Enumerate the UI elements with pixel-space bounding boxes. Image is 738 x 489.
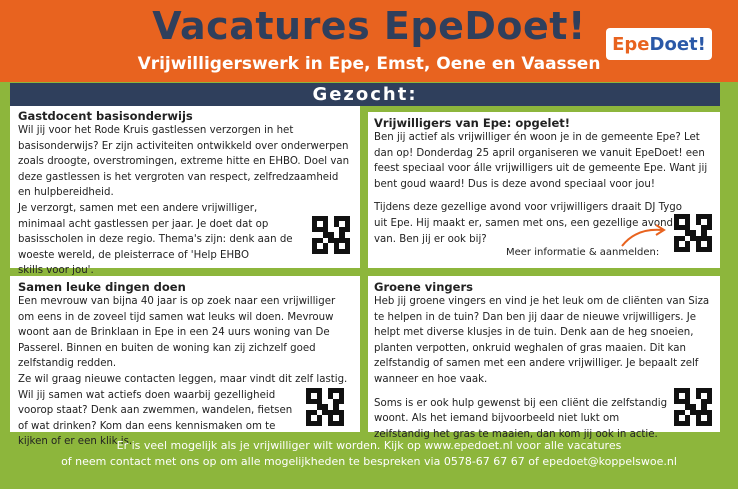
vacancy-card-groene-vingers xyxy=(368,276,720,440)
qr-code-icon[interactable] xyxy=(674,388,712,426)
card-text: Je verzorgt, samen met een andere vrijwilliger, xyxy=(18,202,258,214)
card-text: zelfstandig redden. xyxy=(18,358,117,370)
card-text xyxy=(374,192,714,200)
card-text: Passerel. Binnen en buiten de woning kan zij zichzelf goed xyxy=(18,342,316,354)
card-text: te helpen in de tuin? Dan ben jij daar de nieuwe vrijwilligers. Je xyxy=(374,311,697,323)
card-text: Ben jij actief als vrijwilliger én woon je in de gemeente Epe? Let xyxy=(374,132,700,143)
card-text: Soms is er ook hulp gewenst bij een cliënt die zelfstandig xyxy=(374,397,668,409)
card-text xyxy=(374,388,714,396)
card-text: planten verpotten, onkruid weghalen of gras maaien. Dit kan xyxy=(374,342,686,354)
card-text: Tijdens deze gezellige avond voor vrijwilligers draait DJ Tygo xyxy=(374,202,682,214)
card-text: woont aan de Brinklaan in Epe in een 24 uurs woning van De xyxy=(18,327,330,339)
page-subtitle: Vrijwilligerswerk in Epe, Emst, Oene en Vaassen xyxy=(137,54,601,74)
card-text: Een mevrouw van bijna 40 jaar is op zoek naar een vrijwilliger xyxy=(18,296,336,307)
vacancy-card-samen-leuke-dingen xyxy=(10,276,360,448)
card-text: woont. Als het iemand bijvoorbeeld niet lukt om xyxy=(374,413,620,425)
card-text: uit Epe. Hij maakt er, samen met ons, een gezellige avond xyxy=(374,217,674,229)
card-text: dan op! Donderdag 25 april organiseren we vanuit EpeDoet! een xyxy=(374,147,705,159)
logo-text-epe: Epe xyxy=(612,33,650,55)
card-text: feest speciaal voor álle vrijwilligers uit de gemeente Epe. Want jij xyxy=(374,163,708,175)
epedoet-logo xyxy=(606,28,712,60)
qr-code-icon[interactable] xyxy=(306,388,344,426)
card-title: Samen leuke dingen doen xyxy=(18,280,186,294)
more-info-label: Meer informatie & aanmelden: xyxy=(506,247,660,258)
qr-code-icon[interactable] xyxy=(312,216,350,254)
page-title: Vacatures EpeDoet! xyxy=(152,4,586,48)
card-text: zoals droogte, overstromingen, extreme hitte en EHBO. Doel van xyxy=(18,156,350,168)
card-text: Wil jij voor het Rode Kruis gastlessen verzorgen in het xyxy=(18,125,294,136)
card-text: minimaal acht gastlessen per jaar. Je doet dat op xyxy=(18,218,269,230)
card-title: Vrijwilligers van Epe: opgelet! xyxy=(374,116,570,130)
card-text: Ze wil graag nieuwe contacten leggen, maar vindt dit zelf lastig. xyxy=(18,373,348,385)
card-text: Heb jij groene vingers en vind je het leuk om de cliënten van Siza xyxy=(374,296,710,307)
card-text: en hulpbereidheid. xyxy=(18,187,114,199)
card-text: voorop staat? Denk aan zwemmen, wandelen, fietsen xyxy=(18,405,293,417)
card-title: Gastdocent basisonderwijs xyxy=(18,109,193,123)
card-text: zelfstandig het gras te maaien, dan kom jij ook in actie. xyxy=(374,428,658,440)
card-text: deze gastlessen is het vergroten van respect, zelfredzaamheid xyxy=(18,171,339,183)
card-text: basisonderwijs? Er zijn activiteiten ontwikkeld over onderwerpen xyxy=(18,140,349,152)
curved-arrow-icon xyxy=(618,222,668,248)
card-text: Wil jij samen wat actiefs doen waarbij gezelligheid xyxy=(18,389,276,401)
card-title: Groene vingers xyxy=(374,280,473,294)
footer-line-2: of neem contact met ons op om alle mogelijkheden te bespreken via 0578-67 67 67 of epedoet@koppelswoe.nl xyxy=(61,455,677,468)
card-text: helpt met diverse klusjes in de tuin. Denk aan de heg snoeien, xyxy=(374,327,694,339)
logo-text-doet: Doet! xyxy=(649,33,706,55)
card-text: om eens in de zoveel tijd samen wat leuks wil doen. Mevrouw xyxy=(18,311,334,323)
footer-line-1: Er is veel mogelijk als je vrijwilliger wilt worden. Kijk op www.epedoet.nl voor alle vacatures xyxy=(116,439,622,452)
card-text: skills voor jou'. xyxy=(18,265,94,277)
card-text: woeste wereld, de pleisterrace of 'Help EHBO xyxy=(18,249,249,261)
card-text: of wat drinken? Kom dan eens kennismaken om te xyxy=(18,420,276,432)
card-text: basisscholen in deze regio. Thema's zijn: denk aan de xyxy=(18,234,293,246)
card-text: bent goud waard! Dus is deze avond speciaal voor jou! xyxy=(374,178,655,190)
qr-code-icon[interactable] xyxy=(674,214,712,252)
card-text: kijken of er een klik is. xyxy=(18,436,133,448)
card-text: van. Ben jij er ook bij? xyxy=(374,233,487,245)
card-text: wanneer en hoe vaak. xyxy=(374,373,488,385)
gezocht-banner: Gezocht: xyxy=(10,83,720,106)
card-text: zelfstandig of samen met een andere vrijwilliger. Je bepaalt zelf xyxy=(374,358,699,370)
vacancy-card-vrijwilligers-epe xyxy=(368,112,720,268)
footer xyxy=(0,438,738,470)
vacancy-card-gastdocent xyxy=(10,106,360,277)
